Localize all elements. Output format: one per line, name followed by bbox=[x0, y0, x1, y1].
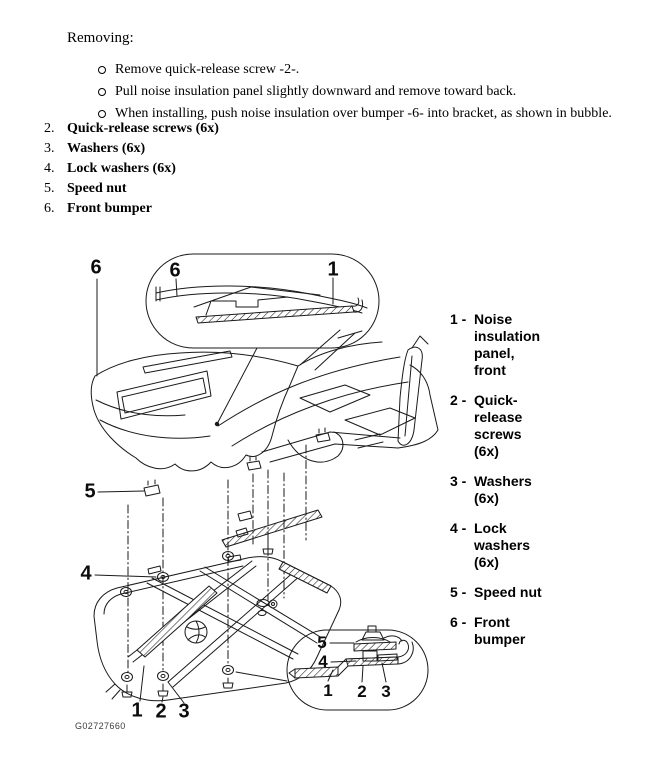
item-number: 6. bbox=[44, 201, 55, 216]
item-number: 2. bbox=[44, 121, 55, 136]
legend-label: Quick-release screws (6x) bbox=[474, 392, 523, 459]
legend-label: Noise insulation panel, front bbox=[474, 311, 541, 378]
legend-number: 5 - bbox=[450, 584, 467, 600]
legend-number: 2 - bbox=[450, 392, 467, 408]
legend-label: Front bumper bbox=[474, 614, 526, 647]
figure-callout: 5 bbox=[317, 633, 327, 652]
bullet-text: Pull noise insulation panel slightly downward and remove toward back. bbox=[115, 84, 517, 99]
figure-callout: 1 bbox=[323, 681, 333, 700]
item-label: Washers (6x) bbox=[67, 141, 146, 156]
legend-number: 3 - bbox=[450, 473, 467, 489]
figure-callout: 5 bbox=[84, 480, 96, 503]
figure-id: G02727660 bbox=[75, 721, 126, 731]
legend-entry bbox=[450, 584, 560, 601]
figure-legend bbox=[450, 311, 560, 661]
legend-entry bbox=[450, 392, 560, 460]
bullet-text: When installing, push noise insulation over bumper -6- into bracket, as shown in bubble. bbox=[115, 106, 612, 121]
figure-callout: 3 bbox=[178, 700, 190, 723]
item-label: Front bumper bbox=[67, 201, 152, 216]
figure-callout: 1 bbox=[131, 699, 143, 722]
legend-number: 1 - bbox=[450, 311, 467, 327]
figure-callout: 2 bbox=[357, 682, 367, 701]
bullet-text: Remove quick-release screw -2-. bbox=[115, 62, 300, 77]
figure-callout: 6 bbox=[169, 259, 181, 282]
item-label: Quick-release screws (6x) bbox=[67, 121, 219, 136]
figure-callout: 4 bbox=[318, 652, 328, 671]
legend-entry bbox=[450, 473, 560, 507]
item-number: 3. bbox=[44, 141, 55, 156]
figure-callout: 4 bbox=[80, 562, 92, 585]
figure-callout: 1 bbox=[327, 258, 339, 281]
legend-label: Washers (6x) bbox=[474, 473, 532, 506]
legend-label: Lock washers (6x) bbox=[474, 520, 531, 570]
legend-number: 4 - bbox=[450, 520, 467, 536]
item-number: 4. bbox=[44, 161, 55, 176]
item-label: Speed nut bbox=[67, 181, 127, 196]
legend-entry bbox=[450, 520, 560, 571]
figure-callout: 3 bbox=[381, 682, 391, 701]
legend-label: Speed nut bbox=[474, 584, 542, 600]
legend-entry bbox=[450, 311, 560, 379]
section-heading: Removing: bbox=[67, 30, 134, 46]
figure-callout: 6 bbox=[90, 256, 102, 279]
item-label: Lock washers (6x) bbox=[67, 161, 176, 176]
item-number: 5. bbox=[44, 181, 55, 196]
figure-callout: 2 bbox=[155, 700, 167, 723]
legend-number: 6 - bbox=[450, 614, 467, 630]
legend-entry bbox=[450, 614, 560, 648]
